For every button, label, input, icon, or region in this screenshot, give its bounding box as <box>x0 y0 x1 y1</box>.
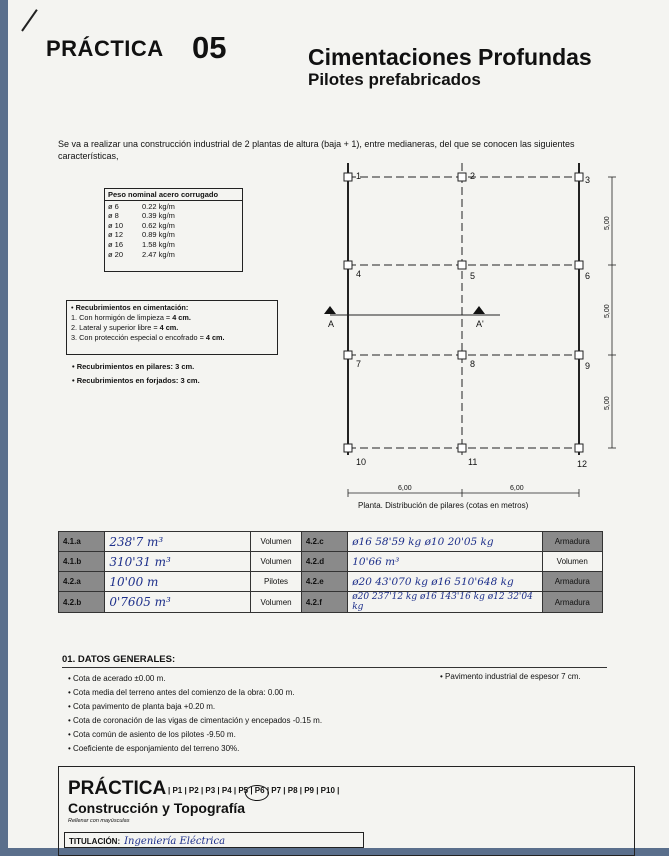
steel-row: ø 16 1.58 kg/m <box>108 239 175 249</box>
list-item: • Cota de coronación de las vigas de cimentación y encepados -0.15 m. <box>68 716 323 725</box>
cover-line-2: 2. Lateral y superior libre = 4 cm. <box>71 323 179 332</box>
list-item: • Cota media del terreno antes del comienzo de la obra: 0.00 m. <box>68 688 295 697</box>
pillar-label: 6 <box>585 271 591 281</box>
list-item: • Cota de acerado ±0.00 m. <box>68 674 166 683</box>
plan-caption: Planta. Distribución de pilares (cotas en metros) <box>358 501 529 510</box>
steel-row: ø 12 0.89 kg/m <box>108 230 175 240</box>
footer-fill-note: Rellenar con mayúsculas <box>68 818 130 824</box>
dimension-h1: 6,00 <box>398 485 412 492</box>
steel-weights-table <box>104 188 243 272</box>
pillar-markers <box>344 173 583 452</box>
pillar-label: 9 <box>585 361 591 371</box>
pillar-label: 7 <box>356 359 362 369</box>
steel-row: ø 10 0.62 kg/m <box>108 220 175 230</box>
pillar-label: 8 <box>470 359 476 369</box>
pillar-label: 4 <box>356 269 362 279</box>
pavement-note: • Pavimento industrial de espesor 7 cm. <box>440 672 581 681</box>
footer-practica: PRÁCTICA <box>68 778 167 799</box>
pillar-label: 12 <box>577 459 588 469</box>
general-data-heading: 01. DATOS GENERALES: <box>62 654 176 665</box>
pillar-label: 3 <box>585 175 591 185</box>
pillar-plan-drawing <box>300 155 620 500</box>
pillar-label: 10 <box>356 457 367 467</box>
dimension-v3: 5,00 <box>604 396 611 410</box>
plan-walls <box>330 163 579 455</box>
list-item: • Cota común de asiento de los pilotes -9.50 m. <box>68 730 236 739</box>
cover-title: • Recubrimientos en cimentación: <box>71 303 189 312</box>
cover-line-3: 3. Con protección especial o encofrado = 4 cm. <box>71 333 225 342</box>
practica-number: 05 <box>192 30 227 65</box>
page-subtitle: Pilotes prefabricados <box>308 70 481 89</box>
page-title: Cimentaciones Profundas <box>308 44 592 70</box>
steel-weights-header: Peso nominal acero corrugado <box>105 190 242 201</box>
titulacion-field: TITULACIÓN: Ingeniería Eléctrica <box>64 832 364 848</box>
table-row: 4.1.a 238'7 m³ Volumen 4.2.c ø16 58'59 kg ø10 20'05 kg Armadura <box>59 532 603 552</box>
pillar-label: 11 <box>468 457 478 467</box>
p5-circle-mark <box>245 785 269 801</box>
section-label-a-prime: A' <box>476 319 484 329</box>
list-item: • Cota pavimento de planta baja +0.20 m. <box>68 702 216 711</box>
steel-row: ø 8 0.39 kg/m <box>108 211 175 221</box>
results-table <box>58 531 603 613</box>
footer-course: Construcción y Topografía <box>68 800 246 816</box>
pillar-label: 2 <box>470 171 476 181</box>
practica-label: PRÁCTICA <box>46 36 164 61</box>
list-item: • Coeficiente de esponjamiento del terreno 30%. <box>68 744 240 753</box>
cover-slabs: • Recubrimientos en forjados: 3 cm. <box>72 376 200 385</box>
titulacion-value: Ingeniería Eléctrica <box>124 836 226 847</box>
steel-row: ø 20 2.47 kg/m <box>108 249 175 259</box>
intro-text: Se va a realizar una construcción industrial de 2 plantas de altura (baja + 1), entre medianeras, del que se conocen las siguientes características, <box>58 139 575 161</box>
footer-practice-list: | P1 | P2 | P3 | P4 | P5 | P6 | P7 | P8 | P9 | P10 | <box>168 786 340 795</box>
table-row: 4.2.b 0'7605 m³ Volumen 4.2.f ø20 237'12 kg ø16 143'16 kg ø12 32'04 kg Armadura <box>59 592 603 613</box>
cover-pillars: • Recubrimientos en pilares: 3 cm. <box>72 362 195 371</box>
dimension-v1: 5,00 <box>604 216 611 230</box>
table-row: 4.1.b 310'31 m³ Volumen 4.2.d 10'66 m³ Volumen <box>59 552 603 572</box>
dimension-v2: 5,00 <box>604 304 611 318</box>
steel-row: ø 6 0.22 kg/m <box>108 201 175 211</box>
divider <box>62 667 607 668</box>
section-label-a: A <box>328 319 335 329</box>
dimension-h2: 6,00 <box>510 485 524 492</box>
table-row: 4.2.a 10'00 m Pilotes 4.2.e ø20 43'070 kg ø16 510'648 kg Armadura <box>59 572 603 592</box>
cover-requirements-box <box>66 300 278 355</box>
pillar-label: 1 <box>356 171 362 181</box>
cover-line-1: 1. Con hormigón de limpieza = 4 cm. <box>71 313 191 322</box>
pillar-label: 5 <box>470 271 476 281</box>
